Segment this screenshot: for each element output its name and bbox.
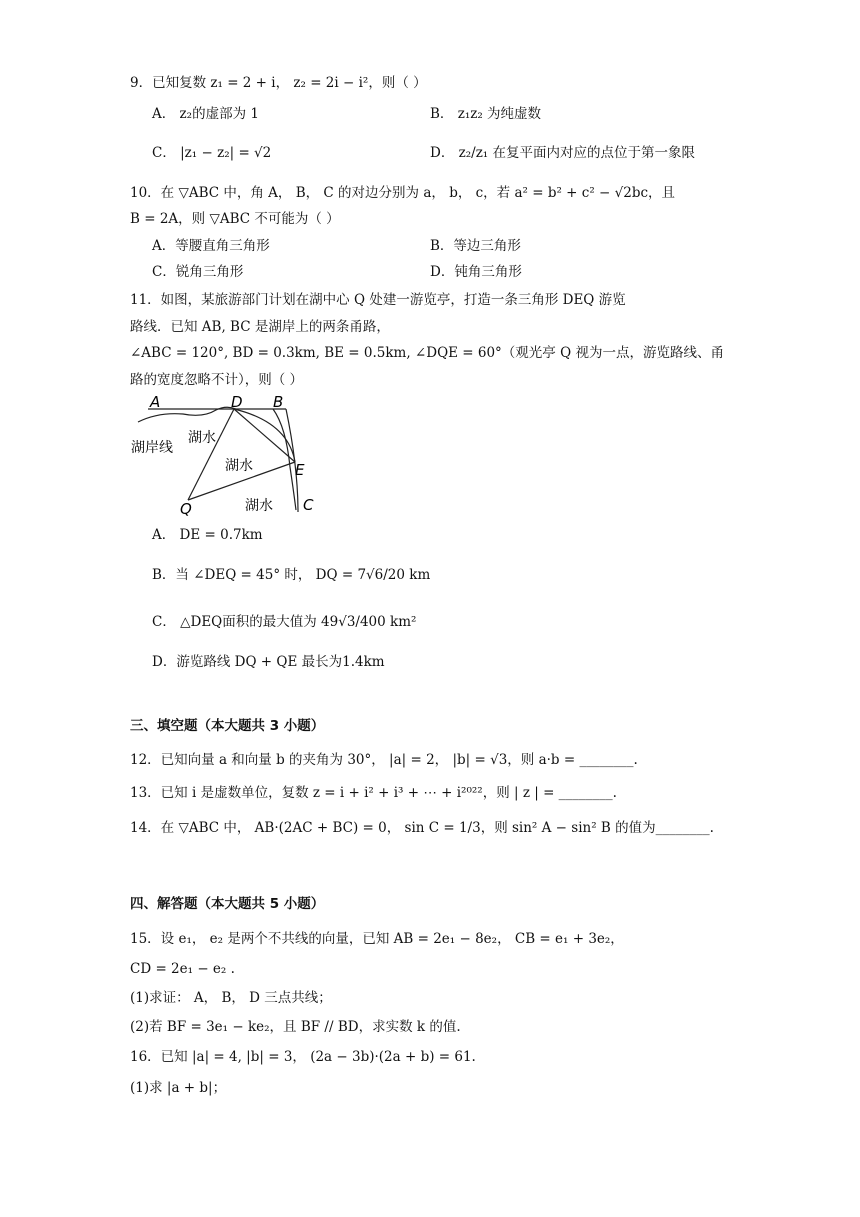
label-e: E: [295, 461, 305, 479]
q10-option-b: B．等边三角形: [430, 238, 521, 254]
label-q: Q: [180, 500, 192, 517]
q16-part-1: (1)求 |a + b|；: [130, 1080, 227, 1096]
q10-option-d: D．钝角三角形: [430, 264, 522, 280]
label-water-1: 湖水: [188, 430, 216, 446]
q9-stem: 9．已知复数 z₁ = 2 + i， z₂ = 2i − i²，则（ ）: [130, 75, 427, 91]
section-fill-in: 三、填空题（本大题共 3 小题）: [130, 718, 325, 734]
segment-de: [234, 409, 295, 462]
q14: 14．在 ▽ABC 中， AB·(2AC + BC) = 0， sin C = 1/3，则 sin² A − sin² B 的值为________.: [130, 820, 714, 836]
q11-option-b: B．当 ∠DEQ = 45° 时， DQ = 7√6/20 km: [152, 567, 431, 583]
q15-part-2: (2)若 BF = 3e₁ − ke₂，且 BF // BD，求实数 k 的值.: [130, 1019, 461, 1035]
q9-option-d: D． z₂/z₁ 在复平面内对应的点位于第一象限: [430, 145, 696, 161]
lake-figure: [128, 392, 328, 517]
q13: 13．已知 i 是虚数单位，复数 z = i + i² + i³ + ⋯ + i²⁰²²，则 | z | = ________.: [130, 785, 617, 801]
q9-option-c: C． |z₁ − z₂| = √2: [152, 145, 272, 161]
q11-stem-1: 11．如图，某旅游部门计划在湖中心 Q 处建一游览亭，打造一条三角形 DEQ 游览: [130, 292, 626, 308]
label-water-3: 湖水: [245, 498, 273, 514]
q15-stem-2: CD = 2e₁ − e₂ .: [130, 961, 235, 977]
q11-option-a: A． DE = 0.7km: [152, 527, 263, 543]
label-a: A: [150, 393, 161, 411]
label-d: D: [231, 393, 243, 411]
q10-stem-2: B = 2A，则 ▽ABC 不可能为（ ）: [130, 211, 340, 227]
q16-stem: 16．已知 |a| = 4, |b| = 3， (2a − 3b)·(2a + b) = 61.: [130, 1049, 476, 1065]
q11-option-c: C． △DEQ面积的最大值为 49√3/400 km²: [152, 614, 417, 630]
q11-option-d: D．游览路线 DQ + QE 最长为1.4km: [152, 654, 385, 670]
q10-stem: 10．在 ▽ABC 中，角 A， B， C 的对边分别为 a， b， c，若 a² = b² + c² − √2bc，且: [130, 185, 676, 201]
label-b: B: [273, 393, 284, 411]
q10-option-c: C．锐角三角形: [152, 264, 244, 280]
label-shoreline: 湖岸线: [131, 440, 173, 456]
q12: 12．已知向量 a 和向量 b 的夹角为 30°， |a| = 2， |b| = √3，则 a·b = ________.: [130, 752, 638, 768]
label-water-2: 湖水: [225, 458, 253, 474]
q11-stem-2: 路线．已知 AB, BC 是湖岸上的两条甬路，: [130, 319, 390, 335]
q9-option-a: A． z₂的虚部为 1: [152, 106, 259, 122]
q11-stem-3: ∠ABC = 120°, BD = 0.3km, BE = 0.5km, ∠DQE = 60°（观光亭 Q 视为一点，游览路线、甬: [130, 345, 724, 361]
q10-option-a: A．等腰直角三角形: [152, 238, 270, 254]
q11-stem-4: 路的宽度忽略不计），则（ ）: [130, 372, 304, 388]
section-solve: 四、解答题（本大题共 5 小题）: [130, 896, 325, 912]
q15-stem-1: 15．设 e₁， e₂ 是两个不共线的向量，已知 AB = 2e₁ − 8e₂， CB = e₁ + 3e₂，: [130, 931, 624, 947]
q9-option-b: B． z₁z₂ 为纯虚数: [430, 106, 542, 122]
label-c: C: [303, 496, 314, 514]
q15-part-1: (1)求证： A， B， D 三点共线；: [130, 990, 332, 1006]
